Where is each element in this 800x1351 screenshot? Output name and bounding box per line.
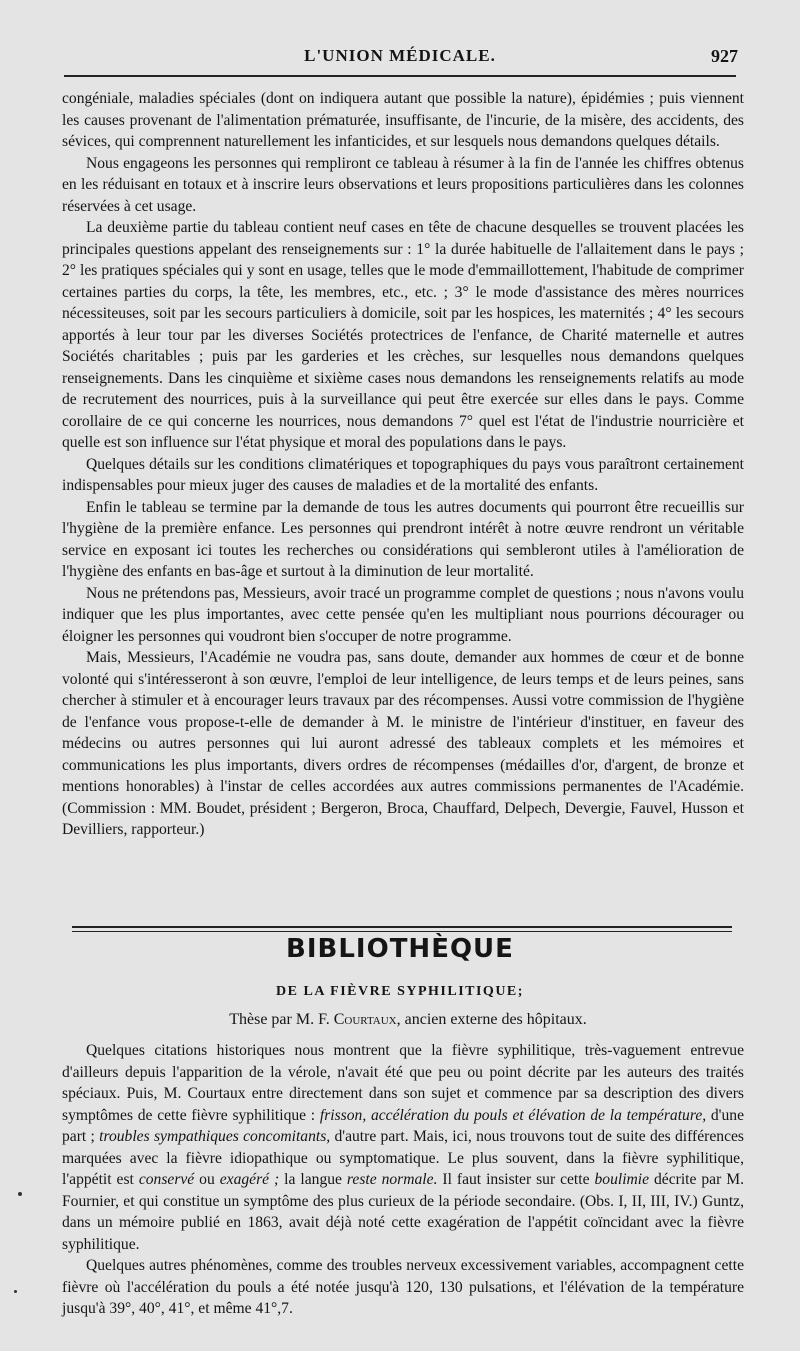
article-title: DE LA FIÈVRE SYPHILITIQUE; (276, 984, 524, 999)
report-text (62, 88, 744, 841)
text-run: d'autre part. Mais, ici, nous trouvons tout de suite des différences marquées avec la fièvre idiopathique ou symptomatique. Le plus souvent, dans la fièvre syphilitique, l'appétit est (62, 1128, 744, 1188)
italic-run: troubles sympathiques concomitants, (99, 1128, 331, 1145)
paragraph (62, 1040, 744, 1255)
article-byline (0, 1011, 800, 1029)
paragraph: Enfin le tableau se termine par la demande de tous les autres documents qui pourront être recueillis sur l'hygiène de la première enfance. Les personnes qui prendront intérêt à notre œuvre rendront un véritable service en exposant ici toutes les recherches ou considérations qui sembleront utiles à l'amélioration de l'hygiène des enfants en bas-âge et surtout à la diminution de leur mortalité. (62, 498, 744, 580)
byline-author: Courtaux (333, 1011, 397, 1028)
paper-speck (14, 1290, 17, 1293)
italic-run: reste normale. (346, 1171, 438, 1188)
text-run: d'une part ; (62, 1106, 745, 1145)
paragraph: Mais, Messieurs, l'Académie ne voudra pas, sans doute, demander aux hommes de cœur et de bonne volonté qui s'intéresseront à son œuvre, l'emploi de leur intelligence, de leurs temps et de leurs peines, sans chercher à stimuler et à encourager leurs travaux par des récompenses. Aussi votre commission de l'hygiène de l'enfance vous propose-t-elle de demander à M. le ministre de l'intérieur d'instituer, en faveur des médecins ou autres personnes qui lui auront adressé des tableaux complets et les mémoires et communications les plus importants, divers ordres de récompenses (médailles d'or, d'argent, de bronze et mentions honorables) à l'instar de celles accordées aux autres commissions permanentes de l'Académie. (Commission : MM. Boudet, président ; Bergeron, Broca, Chauffard, Delpech, Devergie, Fauvel, Husson et Devilliers, rapporteur.) (62, 649, 744, 838)
paragraph: La deuxième partie du tableau contient neuf cases en tête de chacune desquelles se trouvent placées les principales questions appelant des renseignements sur : 1° la durée habituelle de l'allaitement dans le pays ; 2° les pratiques spéciales qui y sont en usage, telles que le mode d'emmaillottement, l'habitude de comprimer certaines parties du corps, la tête, les membres, etc., etc. ; 3° le mode d'assistance des mères nourrices nécessiteuses, soit par les secours particuliers à domicile, soit par les hospices, les maternités ; 4° les secours apportés à leur tour par les diverses Sociétés protectrices de l'enfance, de Charité maternelle et autres Sociétés charitables ; puis par les garderies et les crèches, sur lesquelles nous demandons quelques renseignements. Dans les cinquième et sixième cases nous demandons les renseignements relatifs au mode de recrutement des nourrices, puis à la surveillance qui peut être exercée sur elles dans le pays. Comme corollaire de ce qui concerne les nourrices, nous demandons 7° quel est l'état de l'industrie nourricière et quelle est son influence sur l'état physique et moral des populations dans le pays. (62, 219, 744, 451)
text-run: ou (194, 1171, 220, 1188)
italic-run: boulimie (594, 1171, 650, 1188)
italic-run: exagéré ; (219, 1171, 280, 1188)
italic-run: conservé (138, 1171, 195, 1188)
byline-prefix: Thèse par M. F. (229, 1011, 334, 1028)
paragraph: Quelques détails sur les conditions climatériques et topographiques du pays vous paraîtront certainement indispensables pour mieux juger des causes de maladies et de la mortalité des enfants. (62, 455, 744, 494)
text-run: Quelques citations historiques nous montrent que la fièvre syphilitique, très-vaguement entrevue d'ailleurs depuis l'apparition de la vérole, n'avait été que peu ou point décrite par les auteurs des traités spéciaux. Puis, M. Courtaux entre directement dans son sujet et commence par sa description des divers symptômes de cette fièvre syphilitique : (62, 1042, 744, 1124)
section-divider (72, 926, 732, 932)
paragraph: Quelques autres phénomènes, comme des troubles nerveux excessivement variables, accompagnent cette fièvre où l'accélération du pouls a été notée jusqu'à 120, 130 pulsations, et l'élévation de la température jusqu'à 39°, 40°, 41°, et même 41°,7. (62, 1257, 744, 1317)
text-run: Il faut insister sur cette (437, 1171, 595, 1188)
paragraph: Nous ne prétendons pas, Messieurs, avoir tracé un programme complet de questions ; nous n'avons voulu indiquer que les plus importantes, avec cette pensée qu'en les multipliant nous pourrions décourager ou éloigner les personnes qui voudront bien s'occuper de notre programme. (62, 584, 744, 645)
journal-title: L'UNION MÉDICALE. (304, 46, 496, 65)
review-text (62, 1040, 744, 1320)
header-rule (64, 75, 736, 77)
text-run: la langue (279, 1171, 347, 1188)
paper-speck (18, 1192, 22, 1196)
text-run: décrite par M. Fournier, et qui constitue un symptôme des plus curieux de la période secondaire. (Obs. I, II, III, IV.) Guntz, dans un mémoire publié en 1863, avait déjà noté cette exagération de l'appétit coïncidant avec la fièvre syphilitique. (62, 1171, 744, 1253)
italic-run: frisson, accélération du pouls et élévation de la température, (319, 1106, 707, 1124)
section-heading: BIBLIOTHÈQUE (286, 934, 514, 964)
paragraph: congéniale, maladies spéciales (dont on indiquera autant que possible la nature), épidémies ; puis viennent les causes provenant de l'alimentation prématurée, insuffisante, de l'incurie, de la misère, des accidents, des sévices, qui comprennent naturellement les infanticides, et sur lesquels nous demandons quelques détails. (62, 90, 744, 150)
paragraph: Nous engageons les personnes qui rempliront ce tableau à résumer à la fin de l'année les chiffres obtenus en les réduisant en totaux et à inscrire leurs observations et leurs propositions particulières dans les colonnes réservées à cet usage. (62, 154, 744, 215)
byline-suffix: , ancien externe des hôpitaux. (396, 1011, 587, 1028)
page-number: 927 (711, 46, 738, 66)
running-head (62, 46, 738, 70)
